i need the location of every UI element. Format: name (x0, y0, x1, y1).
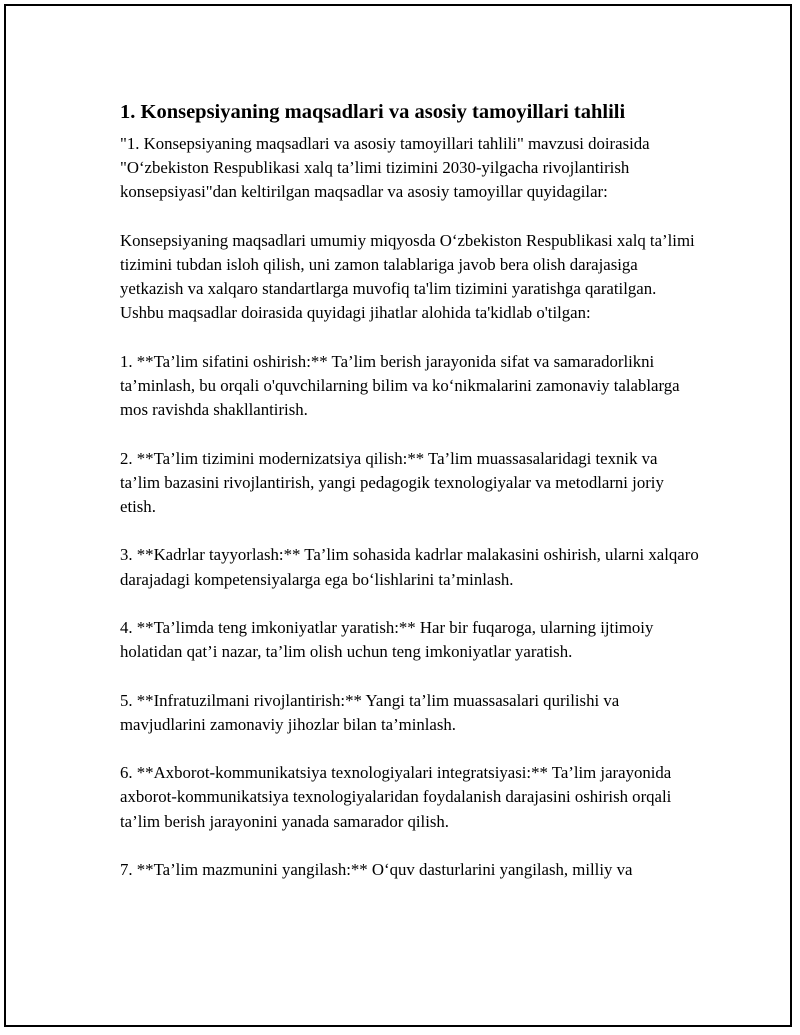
goals-paragraph: Konsepsiyaning maqsadlari umumiy miqyosda O‘zbekiston Respublikasi xalq ta’limi tizimini tubdan isloh qilish, uni zamon talablariga javob bera olish darajasiga yetkazish va xalqaro standartlarga muvofiq ta'lim tizimini yaratishga qaratilgan. Ushbu maqsadlar doirasida quyidagi jihatlar alohida ta'kidlab o'tilgan: (120, 230, 695, 323)
list-item-3: 3. **Kadrlar tayyorlash:** Ta’lim sohasida kadrlar malakasini oshirish, ularni xalqaro darajadagi kompetensiyalarga ega bo‘lishlarini ta’minlash. (120, 545, 699, 589)
intro-paragraph: "1. Konsepsiyaning maqsadlari va asosiy tamoyillari tahlili" mavzusi doirasida "O‘zbekiston Respublikasi xalq ta’limi tizimini 2030-yilgacha rivojlantirish konsepsiyasi"dan keltirilgan maqsadlar va asosiy tamoyillar quyidagilar: (120, 134, 650, 202)
document-body (120, 98, 700, 906)
list-item-1: 1. **Ta’lim sifatini oshirish:** Ta’lim berish jarayonida sifat va samaradorlikni ta’minlash, bu orqali o'quvchilarning bilim va ko‘nikmalarini zamonaviy talablarga mos ravishda shakllantirish. (120, 351, 680, 420)
list-item-4: 4. **Ta’limda teng imkoniyatlar yaratish:** Har bir fuqaroga, ularning ijtimoiy holatidan qat’i nazar, ta’lim olish uchun teng imkoniyatlar yaratish. (120, 617, 654, 662)
list-item-5: 5. **Infratuzilmani rivojlantirish:** Yangi ta’lim muassasalari qurilishi va mavjudlarini zamonaviy jihozlar bilan ta’minlash. (120, 690, 620, 734)
list-item-7: 7. **Ta’lim mazmunini yangilash:** O‘quv dasturlarini yangilash, milliy va (120, 859, 633, 879)
list-item-6: 6. **Axborot-kommunikatsiya texnologiyalari integratsiyasi:** Ta’lim jarayonida axborot-kommunikatsiya texnologiyalaridan foydalanish darajasini oshirish orqali ta’lim berish jarayonini yanada samarador qilish. (120, 763, 672, 831)
document-title: 1. Konsepsiyaning maqsadlari va asosiy tamoyillari tahlili (120, 101, 626, 123)
list-item-2: 2. **Ta’lim tizimini modernizatsiya qilish:** Ta’lim muassasalaridagi texnik va ta’lim bazasini rivojlantirish, yangi pedagogik texnologiyalar va metodlarni joriy etish. (120, 448, 664, 516)
page-frame (4, 4, 792, 1027)
